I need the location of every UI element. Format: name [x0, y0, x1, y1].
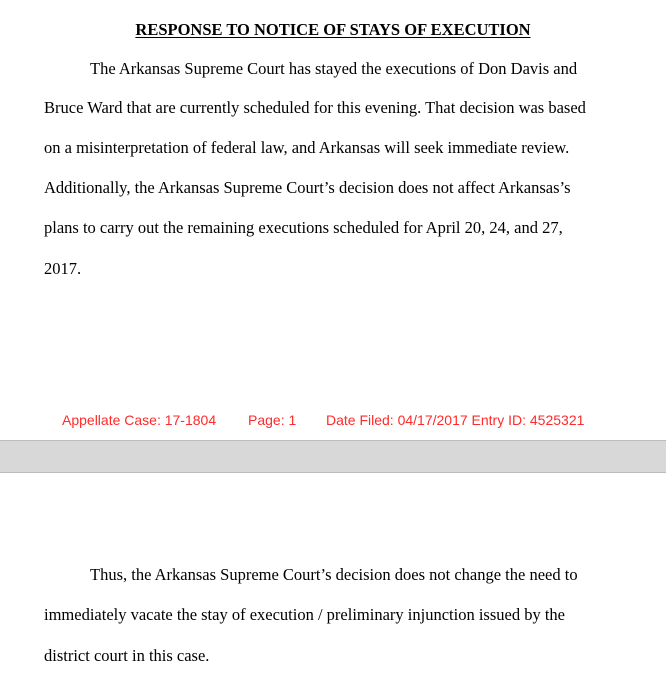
- paragraph-line: The Arkansas Supreme Court has stayed the executions of Don Davis and: [90, 59, 578, 78]
- document-title: RESPONSE TO NOTICE OF STAYS OF EXECUTION: [135, 20, 531, 39]
- page-separator: [0, 440, 666, 473]
- paragraph-line: Bruce Ward that are currently scheduled for this evening. That decision was based: [44, 98, 586, 117]
- paragraph-line: on a misinterpretation of federal law, and Arkansas will seek immediate review.: [44, 138, 570, 157]
- paragraph-line: Additionally, the Arkansas Supreme Court’s decision does not affect Arkansas’s: [44, 178, 571, 197]
- stamp-case-number: Appellate Case: 17-1804: [62, 412, 217, 428]
- paragraph-line: plans to carry out the remaining executions scheduled for April 20, 24, and 27,: [44, 218, 563, 237]
- stamp-page-number: Page: 1: [248, 412, 297, 428]
- paragraph-line: immediately vacate the stay of execution / preliminary injunction issued by the: [44, 605, 565, 624]
- paragraph-line: 2017.: [44, 259, 82, 278]
- paragraph-line: Thus, the Arkansas Supreme Court’s decision does not change the need to: [90, 565, 578, 584]
- page-2: [0, 473, 666, 683]
- paragraph-line: district court in this case.: [44, 646, 210, 665]
- stamp-date-filed: Date Filed: 04/17/2017 Entry ID: 4525321: [326, 412, 585, 428]
